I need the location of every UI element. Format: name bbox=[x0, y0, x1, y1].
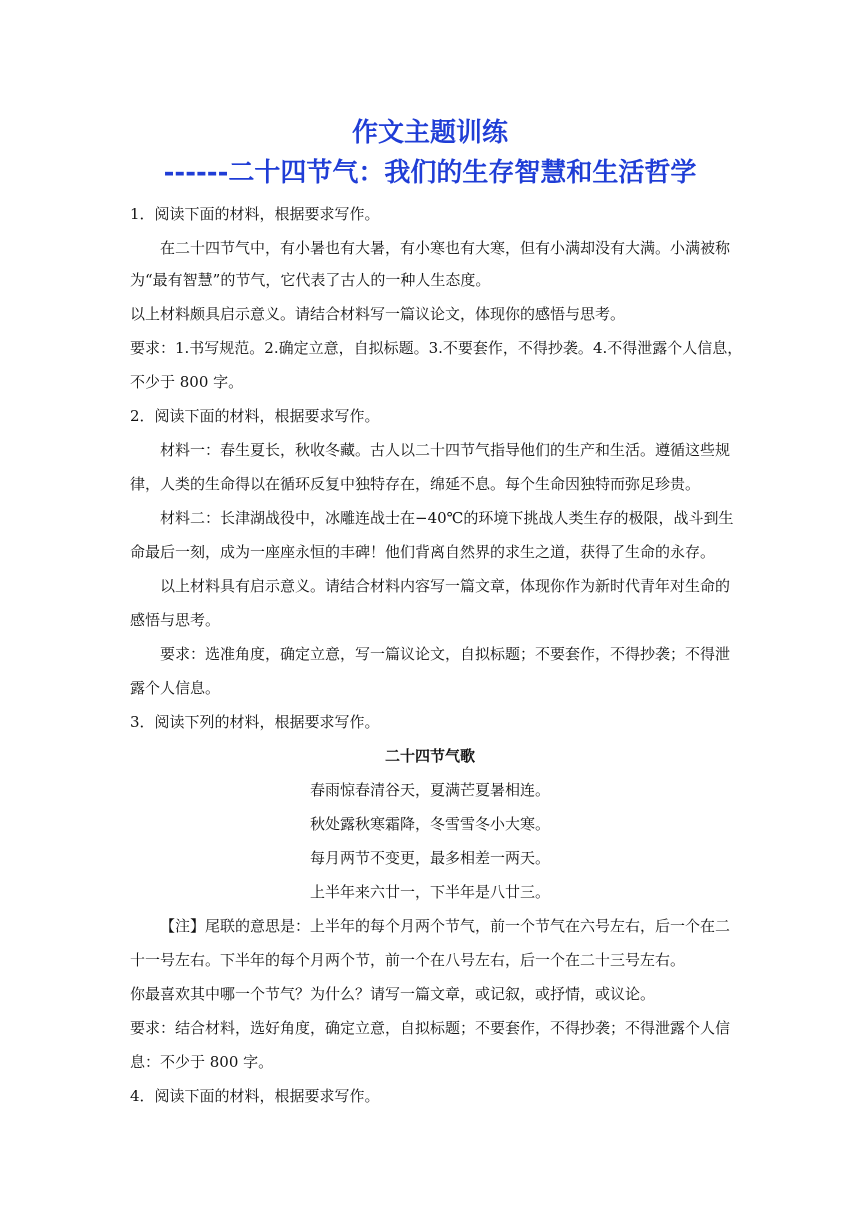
q1-material-line-2: 为“最有智慧”的节气，它代表了古人的一种人生态度。 bbox=[130, 271, 491, 289]
song-line: 每月两节不变更，最多相差一两天。 bbox=[309, 849, 550, 867]
q3-requirements-line-1: 要求：结合材料，选好角度，确定立意，自拟标题；不要套作，不得抄袭；不得泄露个人信 bbox=[130, 1019, 731, 1037]
q3-requirements-line-2: 息：不少于 800 字。 bbox=[130, 1053, 274, 1071]
question-4-heading: 4．阅读下面的材料，根据要求写作。 bbox=[130, 1087, 380, 1105]
q2-material2-line-2: 命最后一刻，成为一座座永恒的丰碑！他们背离自然界的求生之道，获得了生命的永存。 bbox=[130, 543, 716, 561]
question-2-heading: 2．阅读下面的材料，根据要求写作。 bbox=[130, 407, 380, 425]
page-subtitle: ------二十四节气：我们的生存智慧和生活哲学 bbox=[163, 158, 697, 188]
question-3-heading: 3．阅读下列的材料，根据要求写作。 bbox=[130, 713, 380, 731]
q3-question: 你最喜欢其中哪一个节气？为什么？请写一篇文章，或记叙，或抒情，或议论。 bbox=[130, 985, 656, 1003]
q3-note-line-1: 【注】尾联的意思是：上半年的每个月两个节气，前一个节气在六号左右，后一个在二 bbox=[160, 917, 731, 935]
q2-instruction-line-2: 感悟与思考。 bbox=[130, 611, 221, 629]
q2-requirements-line-1: 要求：选准角度，确定立意，写一篇议论文，自拟标题；不要套作，不得抄袭；不得泄 bbox=[160, 645, 731, 663]
q2-material2-line-1: 材料二：长津湖战役中，冰雕连战士在−40℃的环境下挑战人类生存的极限，战斗到生 bbox=[160, 509, 734, 527]
song-line: 上半年来六廿一，下半年是八廿三。 bbox=[309, 883, 550, 901]
question-1-heading: 1．阅读下面的材料，根据要求写作。 bbox=[130, 205, 380, 223]
q2-requirements-line-2: 露个人信息。 bbox=[130, 679, 221, 697]
song-line: 春雨惊春清谷天，夏满芒夏暑相连。 bbox=[309, 781, 550, 799]
song-line: 秋处露秋寒霜降，冬雪雪冬小大寒。 bbox=[309, 815, 550, 833]
q3-note-line-2: 十一号左右。下半年的每个月两个节，前一个在八号左右，后一个在二十三号左右。 bbox=[130, 951, 686, 969]
q1-requirements-line-1: 要求：1.书写规范。2.确定立意，自拟标题。3.不要套作，不得抄袭。4.不得泄露个人信息， bbox=[130, 339, 743, 357]
q1-instruction: 以上材料颇具启示意义。请结合材料写一篇议论文，体现你的感悟与思考。 bbox=[130, 305, 626, 323]
q2-material1-line-2: 律，人类的生命得以在循环反复中独特存在，绵延不息。每个生命因独特而弥足珍贵。 bbox=[130, 475, 701, 493]
page-title: 作文主题训练 bbox=[351, 118, 508, 148]
q1-material-line-1: 在二十四节气中，有小暑也有大暑，有小寒也有大寒，但有小满却没有大满。小满被称 bbox=[160, 239, 731, 257]
q1-requirements-line-2: 不少于 800 字。 bbox=[130, 373, 244, 391]
q2-material1-line-1: 材料一：春生夏长，秋收冬藏。古人以二十四节气指导他们的生产和生活。遵循这些规 bbox=[160, 441, 731, 459]
song-title: 二十四节气歌 bbox=[384, 747, 475, 765]
q2-instruction-line-1: 以上材料具有启示意义。请结合材料内容写一篇文章，体现你作为新时代青年对生命的 bbox=[160, 577, 731, 595]
